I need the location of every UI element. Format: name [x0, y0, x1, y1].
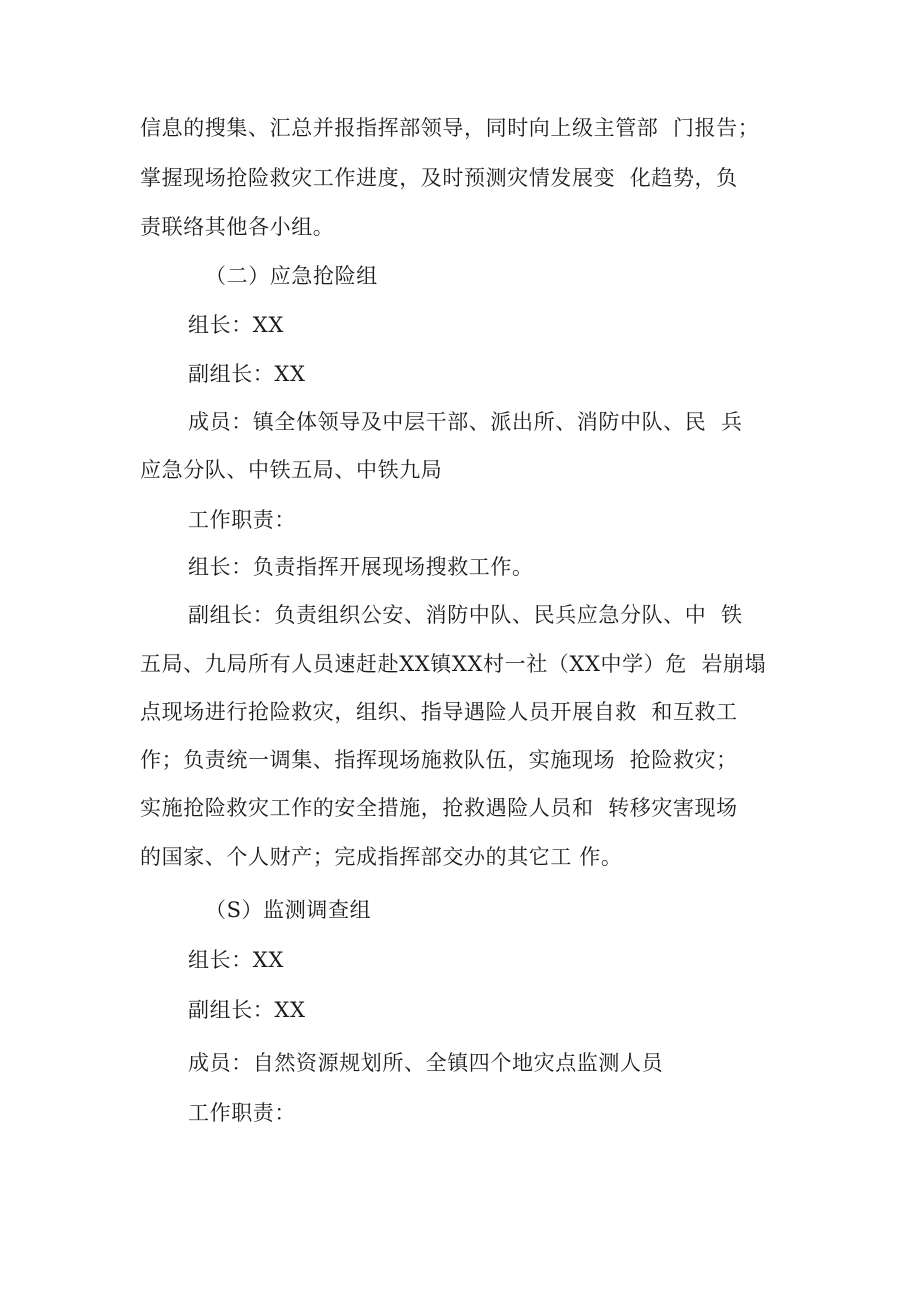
members-line: 成员：自然资源规划所、全镇四个地灾点监测人员 — [188, 1051, 664, 1075]
members-line: 成员：镇全体领导及中层干部、派出所、消防中队、民 兵 — [188, 410, 743, 434]
paragraph-line: 应急分队、中铁五局、中铁九局 — [140, 458, 443, 482]
paragraph-line: 的国家、个人财产；完成指挥部交办的其它工 作。 — [140, 845, 623, 869]
paragraph-line: 五局、九局所有人员速赶赴XX镇XX村一社（XX中学）危 岩崩塌 — [140, 652, 767, 676]
duties-label: 工作职责： — [188, 508, 296, 532]
leader-line: 组长：XX — [188, 948, 284, 972]
paragraph-line: 掌握现场抢险救灾工作进度，及时预测灾情发展变 化趋势，负 — [140, 166, 738, 190]
paragraph-line: 作；负责统一调集、指挥现场施救队伍，实施现场 抢险救灾； — [140, 748, 738, 772]
deputy-duty-line: 副组长：负责组织公安、消防中队、民兵应急分队、中 铁 — [188, 603, 743, 627]
leader-duty-line: 组长：负责指挥开展现场搜救工作。 — [188, 555, 534, 579]
leader-line: 组长：XX — [188, 313, 284, 337]
deputy-leader-line: 副组长：XX — [188, 362, 306, 386]
duties-label: 工作职责： — [188, 1101, 296, 1125]
paragraph-line: 实施抢险救灾工作的安全措施，抢救遇险人员和 转移灾害现场 — [140, 796, 738, 820]
section-heading: （二）应急抢险组 — [205, 264, 378, 288]
paragraph-line: 责联络其他各小组。 — [140, 215, 335, 239]
section-heading: （S）监测调查组 — [205, 898, 372, 922]
deputy-leader-line: 副组长：XX — [188, 998, 306, 1022]
paragraph-line: 点现场进行抢险救灾，组织、指导遇险人员开展自救 和互救工 — [140, 700, 738, 724]
paragraph-line: 信息的搜集、汇总并报指挥部领导，同时向上级主管部 门报告； — [140, 116, 760, 140]
